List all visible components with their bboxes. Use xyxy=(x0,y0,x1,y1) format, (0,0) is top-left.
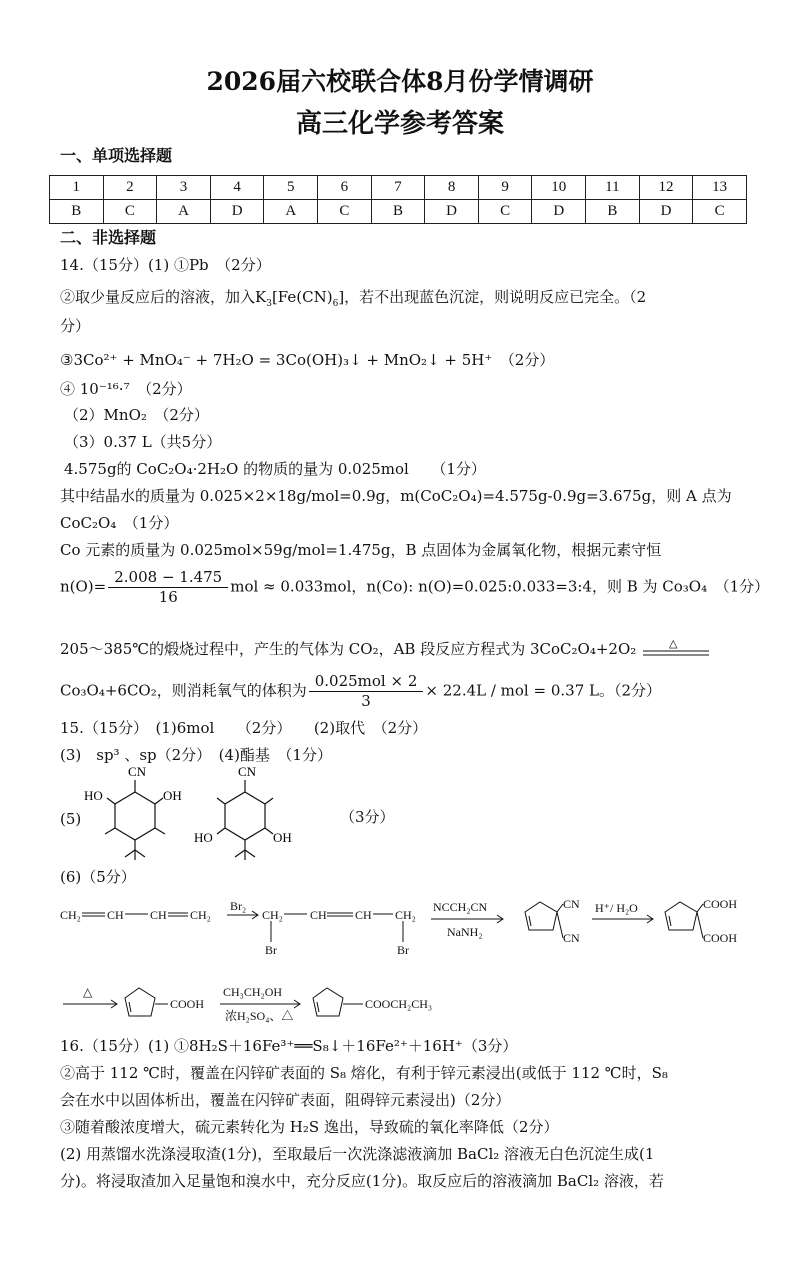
q14-line-2-cont: 分） xyxy=(60,317,91,335)
q14-line-1: 14.（15分）(1) ①Pb （2分） xyxy=(60,256,271,274)
answer-table xyxy=(49,175,747,224)
cyano-label: CN xyxy=(563,931,580,945)
dibromide-ch: CH xyxy=(355,908,372,922)
answer-table-number-row xyxy=(50,176,747,200)
section-heading-choice: 一、单项选择题 xyxy=(60,146,173,165)
butadiene-ch: CH xyxy=(107,908,124,922)
bromo-label: Br xyxy=(265,943,277,957)
q14-line-13 xyxy=(60,672,661,711)
q14-line-11 xyxy=(60,568,769,607)
malononitrile-reagent: NCCH₂CN xyxy=(433,900,488,914)
question-number: 3 xyxy=(157,176,211,200)
q14-line-2: ②取少量反应后的溶液，加入$K_3[Fe(CN)_6]$，若不出现蓝色沉淀，则说明反应已完全。（2 xyxy=(60,288,647,309)
bromo-label: Br xyxy=(397,943,409,957)
carboxyl-label: COOH xyxy=(703,897,738,911)
dibromide-ch2: CH₂ xyxy=(395,908,416,922)
section-heading-nonchoice: 二、非选择题 xyxy=(60,228,157,247)
butadiene-ch: CH xyxy=(150,908,167,922)
bromine-reagent: Br₂ xyxy=(230,899,247,913)
fraction-denominator: 3 xyxy=(361,691,371,710)
question-number: 7 xyxy=(371,176,425,200)
q16-line-5: (2) 用蒸馏水洗涤浸取渣(1分)，至取最后一次洗涤滤液滴加 BaCl₂ 溶液无白色沉淀生成(1 xyxy=(60,1145,655,1163)
answer-cell: C xyxy=(478,200,532,224)
butadiene-ch2: CH₂ xyxy=(190,908,211,922)
fraction-oxygen xyxy=(108,568,228,607)
hydroxyl-label: OH xyxy=(273,830,292,845)
q14-line-13-post: × 22.4L / mol = 0.37 L。（2分） xyxy=(425,681,662,700)
page-subtitle: 高三化学参考答案 xyxy=(295,109,504,139)
q16-line-2: ②高于 112 ℃时，覆盖在闪锌矿表面的 S₈ 熔化，有利于锌元素浸出(或低于 112 ℃时，S₈ xyxy=(60,1064,668,1082)
hydroxyl-label: HO xyxy=(84,788,103,803)
q16-line-4: ③随着酸浓度增大，硫元素转化为 H₂S 逸出，导致硫的氧化率降低（2分） xyxy=(60,1118,559,1136)
question-number: 6 xyxy=(318,176,372,200)
structure-isomer-2 xyxy=(190,762,300,862)
q14-line-12 xyxy=(60,639,711,661)
question-number: 13 xyxy=(693,176,747,200)
fraction-volume xyxy=(309,672,424,711)
question-number: 8 xyxy=(425,176,479,200)
q14-line-3: ③3Co²⁺ + MnO₄⁻ + 7H₂O = 3Co(OH)₃↓ + MnO₂↓ + 5H⁺ （2分） xyxy=(60,351,555,369)
q14-line-12-text: 205～385℃的煅烧过程中，产生的气体为 CO₂，AB 段反应方程式为 3CoC₂O₄+2O₂ xyxy=(60,640,637,658)
q14-line-5: （2）MnO₂ （2分） xyxy=(64,406,209,424)
q15-line-3-score: （3分） xyxy=(340,808,395,826)
q15-line-3-label: (5) xyxy=(60,810,82,828)
answer-table-answer-row xyxy=(50,200,747,224)
dibromide-ch2: CH₂ xyxy=(262,908,283,922)
answer-cell: D xyxy=(210,200,264,224)
answer-cell: D xyxy=(639,200,693,224)
answer-cell: C xyxy=(103,200,157,224)
q14-line-6: （3）0.37 L（共5分） xyxy=(64,433,222,451)
q15-line-1: 15.（15分） (1)6mol （2分） (2)取代 （2分） xyxy=(60,719,428,737)
answer-cell: A xyxy=(264,200,318,224)
q16-line-6: 分)。将浸取渣加入足量饱和溴水中，充分反应(1分)。取反应后的溶液滴加 BaCl₂ 溶液，若 xyxy=(60,1172,664,1190)
q14-line-2b: [Fe(CN) xyxy=(271,288,333,306)
hydroxyl-label: HO xyxy=(194,830,213,845)
answer-cell: B xyxy=(371,200,425,224)
fraction-numerator: 0.025mol × 2 xyxy=(309,672,424,692)
ester-label: COOCH₂CH₃ xyxy=(365,997,433,1011)
synthesis-route-2 xyxy=(55,978,475,1034)
q14-line-4: ④ 10⁻¹⁶·⁷ （2分） xyxy=(60,380,192,398)
q14-line-8: 其中结晶水的质量为 0.025×2×18g/mol=0.9g，m(CoC₂O₄)=4.575g-0.9g=3.675g，则 A 点为 xyxy=(60,487,732,505)
q15-line-4: (6)（5分） xyxy=(60,868,136,886)
fraction-denominator: 16 xyxy=(158,587,178,606)
hydrolysis-reagent: H⁺/ H₂O xyxy=(595,901,638,915)
answer-cell: C xyxy=(693,200,747,224)
sodamide-reagent: NaNH₂ xyxy=(447,925,483,939)
question-number: 1 xyxy=(50,176,104,200)
q14-line-13-pre: Co₃O₄+6CO₂，则消耗氧气的体积为 xyxy=(60,681,307,700)
question-number: 9 xyxy=(478,176,532,200)
question-number: 5 xyxy=(264,176,318,200)
ethanol-reagent: CH₃CH₂OH xyxy=(223,985,283,999)
cyano-label: CN xyxy=(128,764,147,779)
question-number: 11 xyxy=(586,176,640,200)
heat-equal-sign xyxy=(641,639,711,661)
q14-line-7: 4.575g的 CoC₂O₄·2H₂O 的物质的量为 0.025mol （1分） xyxy=(64,460,486,478)
q16-line-1: 16.（15分）(1) ①8H₂S＋16Fe³⁺══S₈↓＋16Fe²⁺＋16H⁺（3分） xyxy=(60,1037,518,1055)
question-number: 12 xyxy=(639,176,693,200)
q14-line-2a: ②取少量反应后的溶液，加入K xyxy=(60,288,267,306)
question-number: 10 xyxy=(532,176,586,200)
page-title: 2026届六校联合体8月份学情调研 xyxy=(206,67,594,96)
answer-cell: A xyxy=(157,200,211,224)
carboxyl-label: COOH xyxy=(170,997,205,1011)
question-number: 4 xyxy=(210,176,264,200)
butadiene-ch2: CH₂ xyxy=(60,908,81,922)
answer-cell: D xyxy=(425,200,479,224)
answer-cell: B xyxy=(50,200,104,224)
heat-symbol: △ xyxy=(83,985,93,999)
acid-catalyst: 浓H₂SO₄、△ xyxy=(225,1009,294,1023)
carboxyl-label: COOH xyxy=(703,931,738,945)
q14-line-2c: ]，若不出现蓝色沉淀，则说明反应已完全。（2 xyxy=(338,288,647,306)
fraction-numerator: 2.008 − 1.475 xyxy=(108,568,228,588)
structure-isomer-1 xyxy=(80,762,190,862)
q14-line-11-pre: n(O)= xyxy=(60,577,107,596)
hydroxyl-label: OH xyxy=(163,788,182,803)
question-number: 2 xyxy=(103,176,157,200)
q15-line-2: (3) sp³ 、sp（2分） (4)酯基 （1分） xyxy=(60,746,332,764)
q16-line-3: 会在水中以固体析出，覆盖在闪锌矿表面，阻碍锌元素浸出)（2分） xyxy=(60,1091,511,1109)
heat-symbol: △ xyxy=(669,639,678,650)
q14-line-11-post: mol ≈ 0.033mol，n(Co): n(O)=0.025:0.033=3:4，则 B 为 Co₃O₄ （1分） xyxy=(230,577,770,596)
synthesis-route-1 xyxy=(55,888,755,970)
answer-cell: C xyxy=(318,200,372,224)
q14-line-9: CoC₂O₄ （1分） xyxy=(60,514,179,532)
dibromide-ch: CH xyxy=(310,908,327,922)
answer-cell: B xyxy=(586,200,640,224)
cyano-label: CN xyxy=(563,897,580,911)
q14-line-10: Co 元素的质量为 0.025mol×59g/mol=1.475g，B 点固体为金属氧化物，根据元素守恒 xyxy=(60,541,662,559)
cyano-label: CN xyxy=(238,764,257,779)
answer-cell: D xyxy=(532,200,586,224)
